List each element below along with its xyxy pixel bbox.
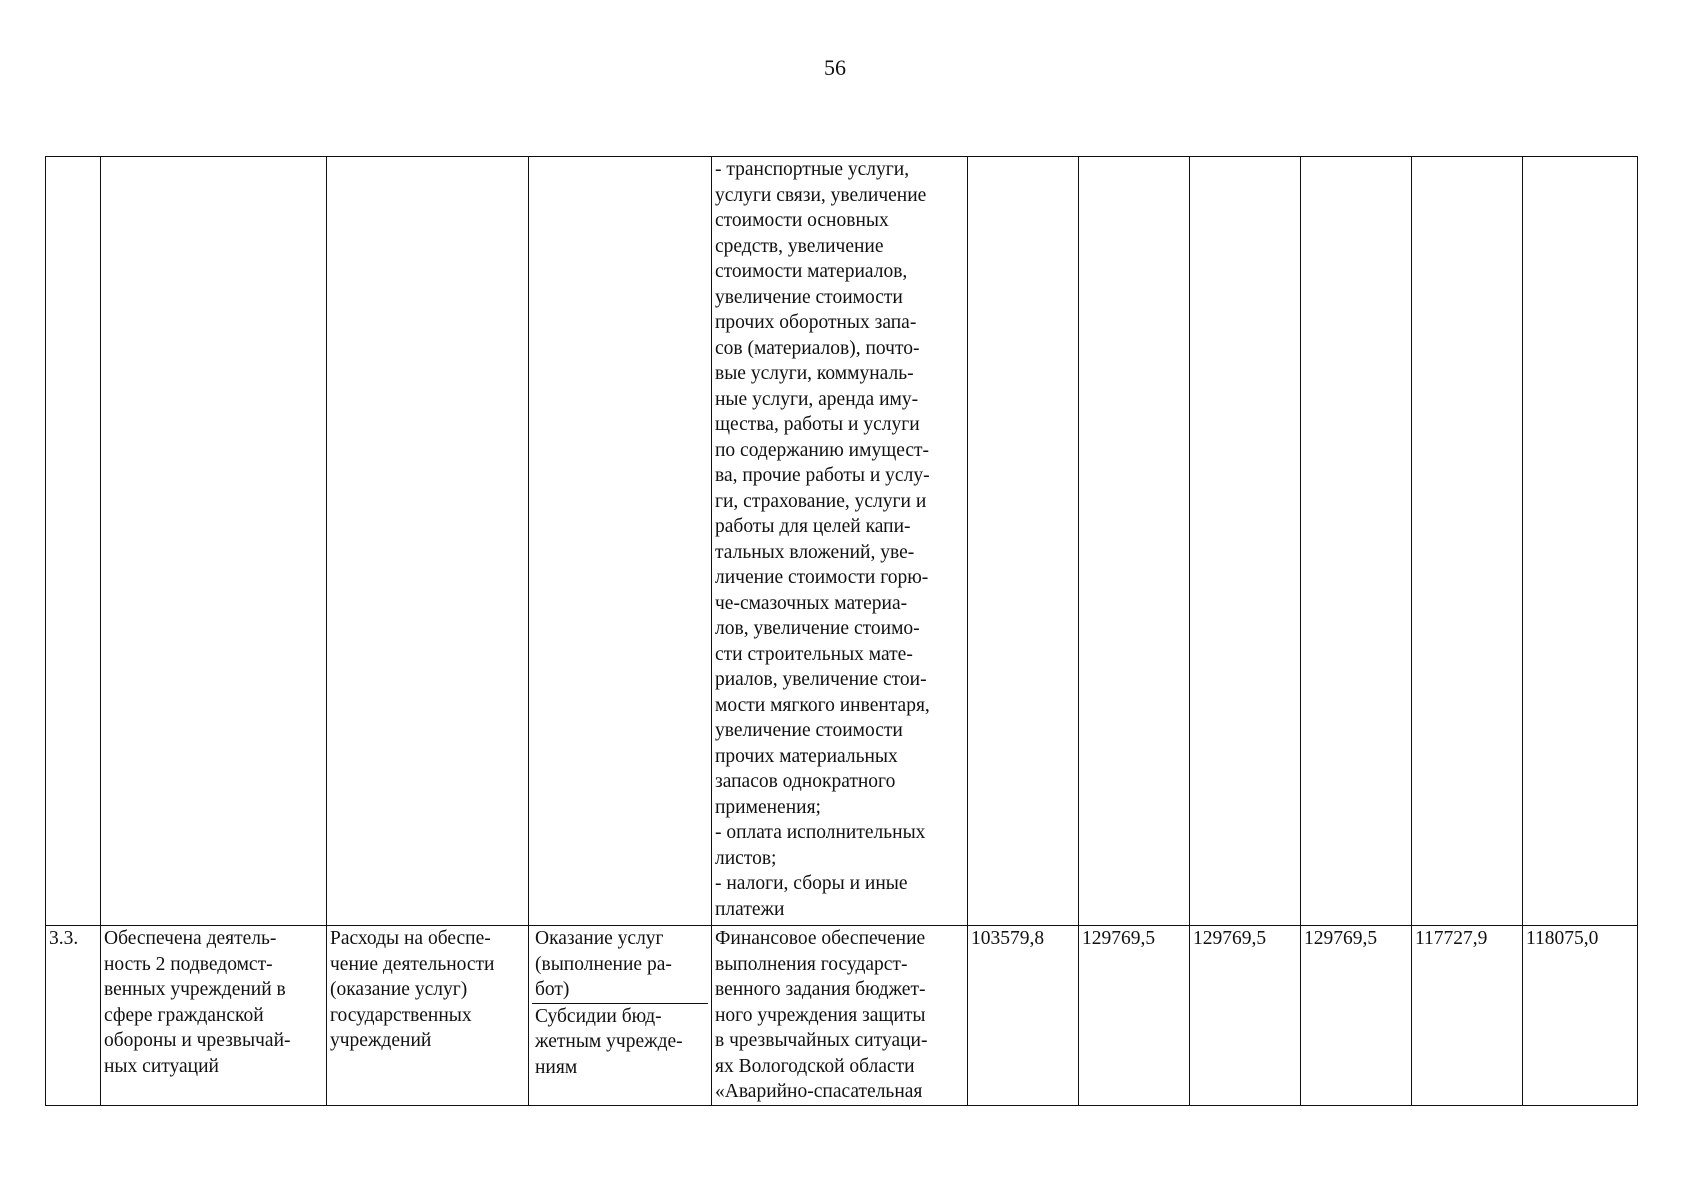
cell-description: - транспортные услуги, услуги связи, увеличение стоимости основных средств, увеличение стоимости материалов, увеличение стоимости прочих оборотных запа- сов (материалов), почто- вые услуги, коммуналь- ные услуги, аренда иму- щества, работы и услуги по содержанию имущест- ва, прочие работы и услу- ги, страхование, услуги и работы для целей капи- тальных вложений, уве- личение стоимости горю- че-смазочных материа- лов, увеличение стоимо- сти строительных мате- риалов, увеличение стои- мости мягкого инвентаря, увеличение стоимости прочих материальных запасов однократного применения; - оплата исполнительных листов; - налоги, сборы и иные платежи	[712, 157, 968, 926]
cell-expense: Расходы на обеспе- чение деятельности (оказание услуг) государственных учреждений	[327, 926, 529, 1106]
cell-value: 103579,8	[968, 926, 1079, 1106]
service-subtype: Субсидии бюд- жетным учрежде- ниям	[535, 1005, 683, 1078]
cell-value: 129769,5	[1190, 926, 1301, 1106]
cell-value	[1523, 157, 1638, 926]
cell-service	[529, 157, 712, 926]
cell-number: 3.3.	[46, 926, 101, 1106]
cell-expense	[327, 157, 529, 926]
cell-service	[529, 926, 712, 1106]
cell-value	[1190, 157, 1301, 926]
table-row	[46, 157, 1638, 926]
cell-result	[101, 157, 327, 926]
table-row	[46, 926, 1638, 1106]
cell-description: Финансовое обеспечение выполнения государст- венного задания бюджет- ного учреждения защиты в чрезвычайных ситуаци- ях Вологодской области «Аварийно-спасательная	[712, 926, 968, 1106]
cell-value: 129769,5	[1079, 926, 1190, 1106]
cell-value: 118075,0	[1523, 926, 1638, 1106]
cell-value	[1412, 157, 1523, 926]
cell-value	[968, 157, 1079, 926]
page-number: 56	[824, 55, 846, 80]
cell-value: 117727,9	[1412, 926, 1523, 1106]
cell-value	[1301, 157, 1412, 926]
service-type: Оказание услуг (выполнение ра- бот)	[532, 926, 708, 1004]
cell-value	[1079, 157, 1190, 926]
cell-value: 129769,5	[1301, 926, 1412, 1106]
cell-result: Обеспечена деятель- ность 2 подведомст- венных учреждений в сфере гражданской обороны и чрезвычай- ных ситуаций	[101, 926, 327, 1106]
cell-number	[46, 157, 101, 926]
data-table	[45, 156, 1638, 1106]
